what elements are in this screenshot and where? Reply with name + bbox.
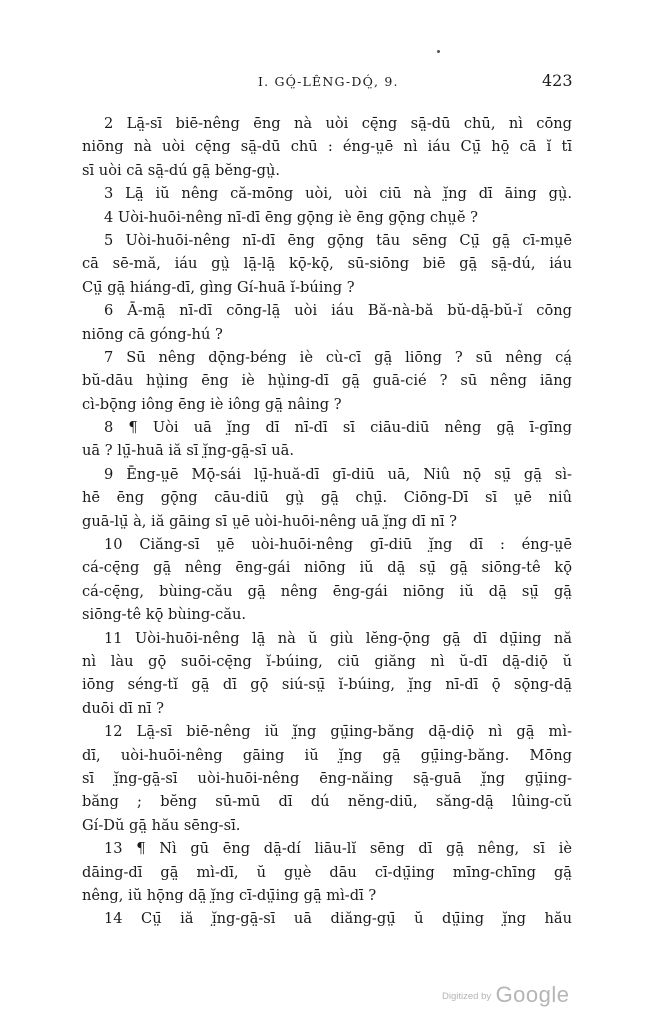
text-line: sī ĭ̤ng-gā̤-sī uòi-huōi-nêng ēng-năing sā̤-guā ĭ̤ng gṳ̄ing- [82, 769, 572, 787]
text-line: uā ? lṳ̄-huā iă sī ĭ̤ng-gā̤-sī uā. [82, 442, 294, 460]
body-text [82, 112, 572, 931]
text-line: Cṳ̄ gā̤ hiáng-dī, gìng Gí-huā ĭ-búing ? [82, 278, 355, 296]
text-line: sī uòi cā sā̤-dú gā̤ bĕng-gṳ̀. [82, 161, 281, 179]
text-line: cì-bǭng iông ēng iè iông gā̤ nâing ? [82, 395, 342, 413]
text-line: cā sē-mă, iáu gṳ̀ lā̤-lā̤ kǭ-kǭ, sū-siōng biē gā̤ sā̤-dú, iáu [82, 255, 572, 273]
text-line: niōng nà uòi cę̄ng sā̤-dū chū : éng-ṳē nì iáu Cṳ̄ hō̤ cā ĭ tī [82, 138, 572, 156]
text-line: 5 Uòi-huōi-nêng nī-dī ēng gǭng tāu sēng Cṳ̄ gā̤ cī-mṳē [104, 231, 572, 249]
text-line: 10 Ciăng-sī ṳē uòi-huōi-nêng gī-diū ĭ̤ng dī : éng-ṳē [104, 536, 572, 554]
text-line: nì làu gǭ suōi-cę̄ng ĭ-búing, ciū giăng nì ŭ-dī dā̤-diǭ ŭ [82, 652, 572, 670]
text-line: guā-lṳ̄ à, iă gāing sī ṳē uòi-huōi-nêng uā ĭ̤ng dī nī ? [82, 512, 457, 530]
text-line: 11 Uòi-huōi-nêng lā̤ nà ŭ giù lĕng-ǭng gā̤ dī dṳ̄ing nă [104, 629, 572, 647]
text-line: iōng séng-tĭ gā̤ dī gǭ siú-sṳ̄ ĭ-búing, ĭ̤ng nī-dī ǭ sǭng-dā̤ [82, 676, 572, 694]
text-line: dī, uòi-huōi-nêng gāing iŭ ĭ̤ng gā̤ gṳ̄ing-băng. Mōng [82, 746, 572, 764]
text-line: 8 ¶ Uòi uā ĭ̤ng dī nī-dī sī ciāu-diū nêng gā̤ ī-gīng [104, 419, 572, 437]
text-line: 7 Sū nêng dǭng-béng iè cù-cī gā̤ liōng ? sū nêng cá̤ [104, 348, 572, 366]
text-line: siōng-tê kǭ bùing-cău. [82, 606, 247, 624]
text-line: 3 Lā̤ iŭ nêng că-mōng uòi, uòi ciū nà ĭ̤ng dī āing gṳ̀. [104, 185, 572, 203]
digitized-by-google-watermark [442, 982, 570, 1008]
text-line: 6 Ā-mā̤ nī-dī cōng-lā̤ uòi iáu Bă-nà-bă bŭ-dā̤-bŭ-ĭ cōng [104, 302, 572, 320]
text-line: 9 Ēng-ṳē Mǭ-sái lṳ̄-huă-dī gī-diū uā, Niû nǭ sṳ̄ gā̤ sì- [104, 465, 572, 483]
text-line: 12 Lā̤-sī biē-nêng iŭ ĭ̤ng gṳ̄ing-băng dā̤-diǭ nì gā̤ mì- [104, 723, 572, 741]
text-line: hē ēng gǭng cāu-diū gṳ̀ gā̤ chṳ̄. Ciōng-Dī sī ṳē niû [82, 489, 572, 507]
text-line: bŭ-dāu hṳ̀ing ēng iè hṳ̀ing-dī gā̤ guā-cié ? sū nêng iāng [82, 372, 572, 390]
text-line: 2 Lā̤-sī biē-nêng ēng nà uòi cę̄ng sā̤-dū chū, nì cōng [104, 115, 572, 132]
text-line: 14 Cṳ̄ iă ĭ̤ng-gā̤-sī uā diăng-gṳ̄ ŭ dṳ̄ing ĭ̤ng hău [104, 910, 572, 928]
text-line: 13 ¶ Nì gū ēng dā̤-dí liāu-lĭ sēng dī gā̤ nêng, sī iè [104, 840, 572, 858]
text-line: nêng, iŭ hǭng dā̤ ĭ̤ng cī-dṳ̄ing gā̤ mì-dī ? [82, 886, 377, 904]
text-line: duōi dī nī ? [82, 699, 165, 717]
digitized-by-label: Digitized by [442, 991, 492, 1002]
text-line: dāing-dī gā̤ mì-dī, ŭ gṳè dāu cī-dṳ̄ing mīng-chīng gā̤ [82, 863, 572, 881]
text-line: băng ; bĕng sū-mū dī dú nĕng-diū, săng-dā̤ lûing-cŭ [82, 793, 572, 811]
text-line: Gí-Dŭ gā̤ hău sēng-sī. [82, 816, 241, 834]
running-title: I. GÓ̤-LÊNG-DÓ̤, 9. [258, 74, 399, 89]
page-header [0, 71, 654, 100]
google-logo: Google [495, 982, 570, 1007]
page-number: 423 [542, 71, 573, 90]
text-line: cá-cę̄ng gā̤ nêng ēng-gái niōng iŭ dā̤ sṳ̄ gā̤ siōng-tê kǭ [82, 559, 572, 577]
text-line: niōng cā góng-hú ? [82, 325, 223, 343]
text-line: cá-cę̄ng, bùing-cău gā̤ nêng ēng-gái niōng iŭ dā̤ sṳ̄ gā̤ [82, 582, 572, 600]
text-line: 4 Uòi-huōi-nêng nī-dī ēng gǭng iè ēng gǭng chṳĕ ? [104, 208, 478, 226]
ink-speck [437, 50, 440, 53]
